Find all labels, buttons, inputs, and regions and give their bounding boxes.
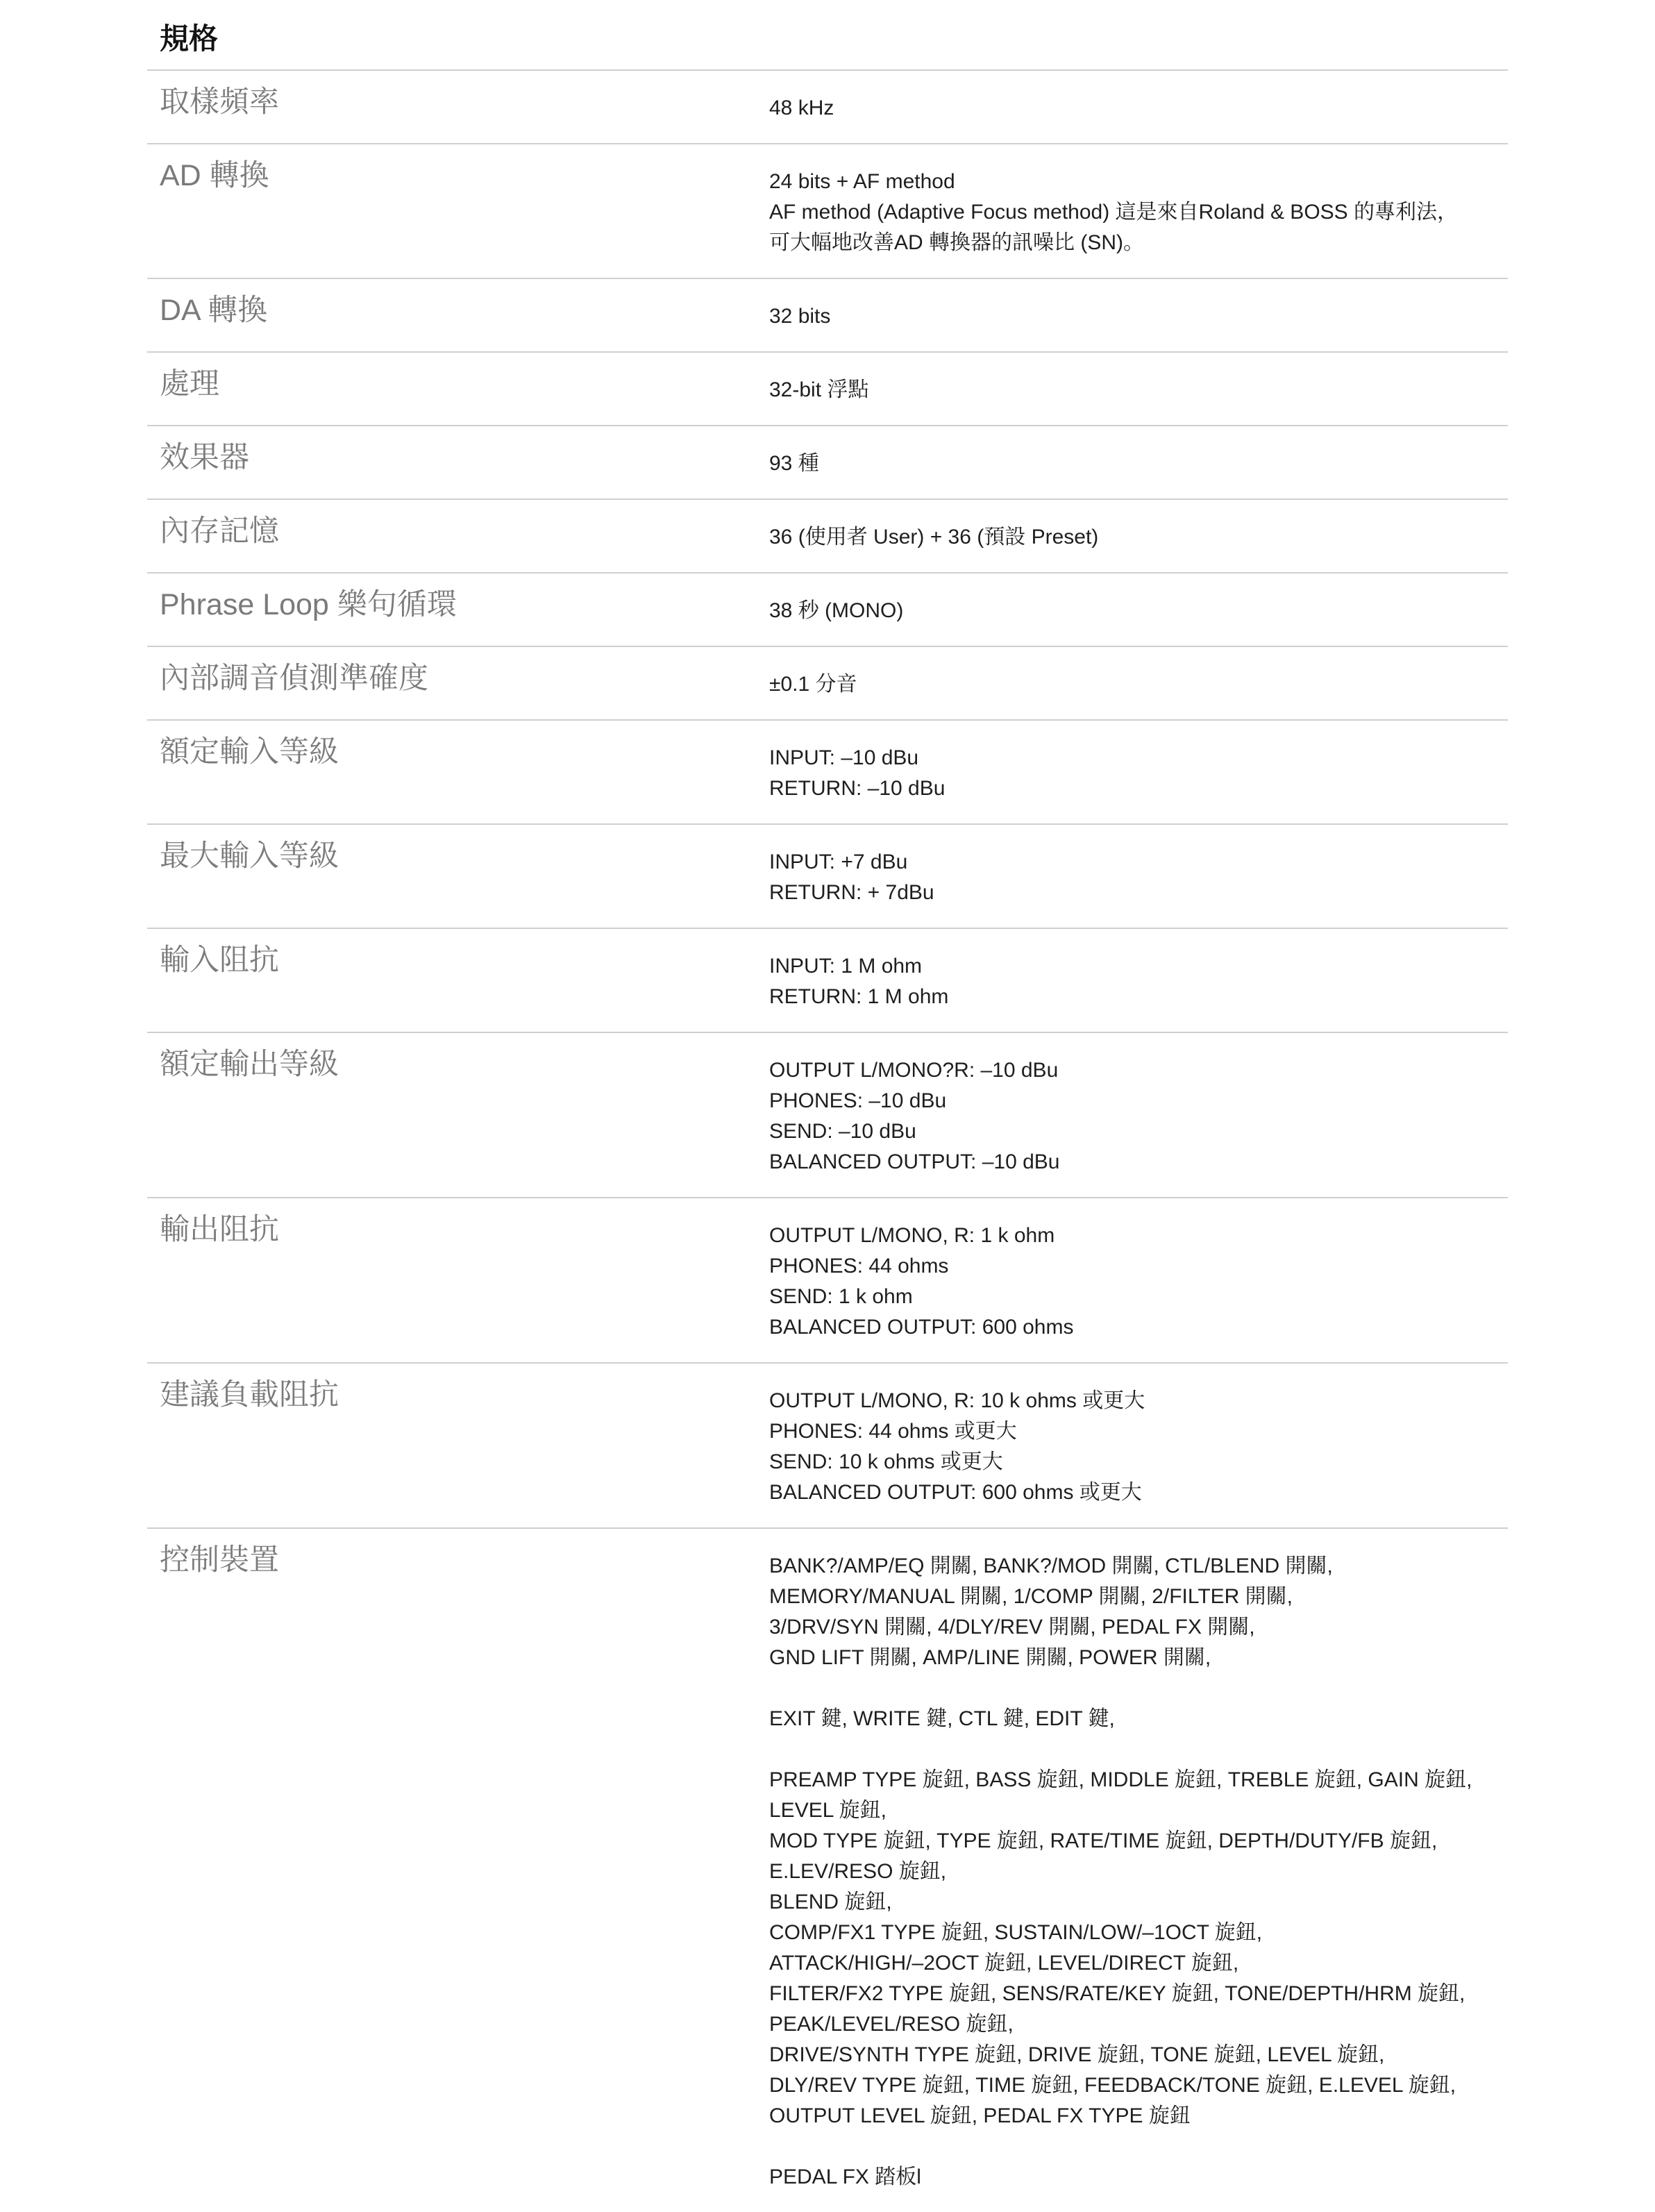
spec-value-line: PREAMP TYPE 旋鈕, BASS 旋鈕, MIDDLE 旋鈕, TREBLE 旋鈕, GAIN 旋鈕, [769, 1768, 1472, 1791]
spec-label: 取樣頻率 [160, 85, 279, 119]
spec-label: 內存記憶 [160, 514, 279, 548]
spec-value-line: GND LIFT 開關, AMP/LINE 開關, POWER 開關, [769, 1646, 1211, 1669]
spec-row [147, 647, 1508, 721]
spec-value-line: INPUT: +7 dBu [769, 851, 908, 873]
spec-value [769, 1033, 1508, 1197]
spec-value-line: RETURN: + 7dBu [769, 881, 934, 904]
spec-value-line: 38 秒 (MONO) [769, 599, 904, 622]
spec-row [147, 353, 1508, 426]
spec-value [769, 279, 1508, 351]
spec-value-line: FILTER/FX2 TYPE 旋鈕, SENS/RATE/KEY 旋鈕, TONE/DEPTH/HRM 旋鈕, [769, 1982, 1465, 2005]
spec-label: Phrase Loop 樂句循環 [160, 588, 457, 621]
spec-value-line: PEAK/LEVEL/RESO 旋鈕, [769, 2013, 1014, 2036]
spec-row [147, 1198, 1508, 1364]
spec-value-line: ±0.1 分音 [769, 673, 857, 696]
spec-value-line: RETURN: 1 M ohm [769, 985, 949, 1008]
spec-value [769, 573, 1508, 646]
spec-value-line: 可大幅地改善AD 轉換器的訊噪比 (SN)。 [769, 231, 1144, 254]
spec-label: 控制裝置 [160, 1543, 279, 1577]
spec-value-line: LEVEL 旋鈕, [769, 1799, 887, 1822]
spec-value [769, 721, 1508, 823]
spec-value-line: ATTACK/HIGH/–2OCT 旋鈕, LEVEL/DIRECT 旋鈕, [769, 1952, 1239, 1975]
spec-value [769, 647, 1508, 719]
spec-row [147, 1364, 1508, 1529]
section-heading: 規格 [160, 22, 219, 55]
spec-value-line: SEND: –10 dBu [769, 1120, 916, 1143]
spec-value-line: E.LEV/RESO 旋鈕, [769, 1860, 947, 1883]
spec-value-line: PHONES: 44 ohms 或更大 [769, 1420, 1017, 1443]
spec-label: 輸入阻抗 [160, 944, 279, 977]
spec-value-gap [769, 2131, 1508, 2162]
spec-value-line: INPUT: –10 dBu [769, 746, 919, 769]
spec-value-line: 36 (使用者 User) + 36 (預設 Preset) [769, 526, 1099, 548]
spec-label: 最大輸入等級 [160, 839, 339, 873]
spec-value [769, 71, 1508, 143]
spec-label: 處理 [160, 367, 219, 401]
spec-value-line: 3/DRV/SYN 開關, 4/DLY/REV 開關, PEDAL FX 開關, [769, 1616, 1255, 1639]
spec-value-line: AF method (Adaptive Focus method) 這是來自Roland & BOSS 的專利法， [769, 201, 1459, 224]
spec-value-line: INPUT: 1 M ohm [769, 955, 923, 978]
spec-row [147, 573, 1508, 647]
spec-row [147, 144, 1508, 279]
spec-row [147, 721, 1508, 825]
spec-value-line: 48 kHz [769, 97, 834, 119]
spec-row [147, 426, 1508, 500]
spec-value-line: 24 bits + AF method [769, 170, 955, 193]
spec-value-line: DRIVE/SYNTH TYPE 旋鈕, DRIVE 旋鈕, TONE 旋鈕, LEVEL 旋鈕, [769, 2043, 1385, 2066]
spec-value-line: PHONES: –10 dBu [769, 1089, 947, 1112]
spec-value-line: RETURN: –10 dBu [769, 777, 946, 800]
spec-value [769, 929, 1508, 1032]
spec-value-line: OUTPUT LEVEL 旋鈕, PEDAL FX TYPE 旋鈕 [769, 2104, 1191, 2127]
spec-label: 效果器 [160, 441, 249, 474]
spec-value-line: MOD TYPE 旋鈕, TYPE 旋鈕, RATE/TIME 旋鈕, DEPTH/DUTY/FB 旋鈕, [769, 1829, 1438, 1852]
spec-value-line: SEND: 1 k ohm [769, 1285, 913, 1308]
spec-label: AD 轉換 [160, 159, 269, 192]
spec-value [769, 500, 1508, 572]
spec-value-line: OUTPUT L/MONO, R: 10 k ohms 或更大 [769, 1389, 1145, 1412]
spec-value-line: EXIT 鍵, WRITE 鍵, CTL 鍵, EDIT 鍵, [769, 1707, 1115, 1730]
spec-label: DA 轉換 [160, 294, 268, 327]
spec-value-gap [769, 1673, 1508, 1704]
spec-value [769, 1198, 1508, 1362]
spec-value [769, 353, 1508, 425]
spec-value-line: DLY/REV TYPE 旋鈕, TIME 旋鈕, FEEDBACK/TONE 旋鈕, E.LEVEL 旋鈕, [769, 2074, 1456, 2097]
spec-value [769, 144, 1508, 278]
spec-label: 內部調音偵測準確度 [160, 662, 428, 695]
spec-table [147, 69, 1508, 2212]
spec-value-line: BALANCED OUTPUT: 600 ohms [769, 1316, 1074, 1339]
spec-row [147, 500, 1508, 573]
spec-value-line: SEND: 10 k ohms 或更大 [769, 1450, 1003, 1473]
spec-label: 輸出阻抗 [160, 1213, 279, 1246]
spec-value-line: BLEND 旋鈕, [769, 1891, 892, 1913]
spec-value-line: OUTPUT L/MONO?R: –10 dBu [769, 1059, 1059, 1082]
spec-value [769, 426, 1508, 498]
spec-value-line: BALANCED OUTPUT: 600 ohms 或更大 [769, 1481, 1142, 1504]
spec-value-line: COMP/FX1 TYPE 旋鈕, SUSTAIN/LOW/–1OCT 旋鈕, [769, 1921, 1263, 1944]
spec-label: 額定輸入等級 [160, 735, 339, 769]
spec-row [147, 71, 1508, 144]
spec-value [769, 1364, 1508, 1527]
spec-value-line: 93 種 [769, 452, 819, 475]
spec-row [147, 1529, 1508, 2212]
spec-row [147, 279, 1508, 353]
spec-value-line: PHONES: 44 ohms [769, 1255, 949, 1277]
spec-row [147, 929, 1508, 1033]
spec-label: 額定輸出等級 [160, 1048, 339, 1081]
spec-value-line: 32-bit 浮點 [769, 378, 869, 401]
spec-value-line: BANK?/AMP/EQ 開關, BANK?/MOD 開關, CTL/BLEND 開關, [769, 1555, 1333, 1577]
spec-value-line: OUTPUT L/MONO, R: 1 k ohm [769, 1224, 1055, 1247]
spec-value-line: BALANCED OUTPUT: –10 dBu [769, 1150, 1060, 1173]
spec-row [147, 1033, 1508, 1198]
spec-row [147, 825, 1508, 929]
spec-value [769, 825, 1508, 928]
spec-value [769, 1529, 1508, 2212]
spec-value-line: MEMORY/MANUAL 開關, 1/COMP 開關, 2/FILTER 開關, [769, 1585, 1293, 1608]
spec-value-gap [769, 1734, 1508, 1765]
spec-label: 建議負載阻抗 [160, 1378, 339, 1411]
spec-value-line: PEDAL FX 踏板l [769, 2165, 921, 2188]
spec-value-line: 32 bits [769, 305, 831, 328]
